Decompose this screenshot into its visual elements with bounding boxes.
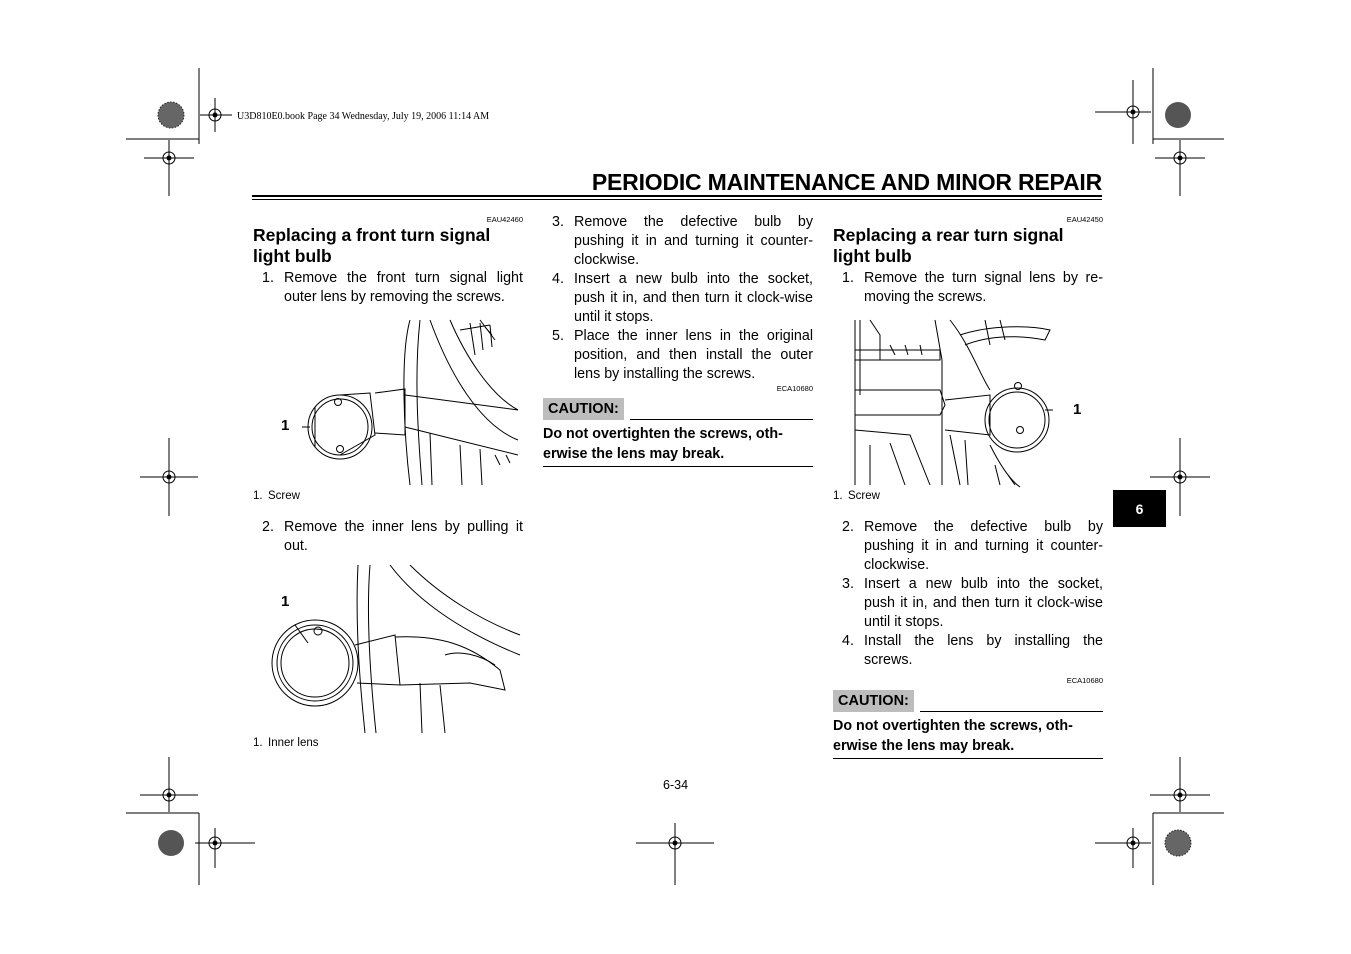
title-rule: [252, 195, 1102, 197]
figure-caption: [253, 736, 319, 750]
caution-text: Do not overtighten the screws, oth-erwise the lens may break.: [833, 712, 1103, 759]
file-info: U3D810E0.book Page 34 Wednesday, July 19, 2006 11:14 AM: [237, 111, 490, 122]
step-list: [833, 269, 1103, 307]
step-number: 3.: [552, 214, 564, 230]
caption-text: Screw: [848, 490, 880, 502]
caution-code: ECA10680: [776, 384, 813, 393]
step-list: [253, 518, 523, 556]
page-title: PERIODIC MAINTENANCE AND MINOR REPAIR: [591, 169, 1102, 195]
rear-steps-cont: [833, 516, 1103, 759]
figure-callout: 1: [281, 417, 290, 434]
step-text: Insert a new bulb into the socket, push it in, and then turn it clock-wise until it stops.: [574, 271, 813, 325]
caution-text: Do not overtighten the screws, oth-erwise the lens may break.: [543, 420, 813, 467]
caption-number: 1.: [253, 490, 263, 502]
front-section-cont: [543, 213, 813, 467]
step-list: [833, 518, 1103, 670]
step-text: Remove the defective bulb by pushing it in and turning it counter-clockwise.: [864, 519, 1103, 573]
caption-number: 1.: [253, 737, 263, 749]
rear-section: [833, 215, 1103, 307]
figure-callout: 1: [281, 593, 290, 610]
step-number: 4.: [842, 633, 854, 649]
section-heading: Replacing a rear turn signal light bulb: [833, 225, 1064, 266]
step-text: Remove the defective bulb by pushing it in and turning it counter-clockwise.: [574, 214, 813, 268]
figure-caption: [833, 489, 880, 503]
caption-number: 1.: [833, 490, 843, 502]
figure-caption: [253, 489, 300, 503]
section-heading: Replacing a front turn signal light bulb: [253, 225, 491, 266]
list-item: [253, 269, 523, 307]
list-item: [253, 518, 523, 556]
step-number: 2.: [262, 519, 274, 535]
list-item: [543, 213, 813, 270]
caution-label: CAUTION:: [833, 690, 914, 712]
section-code: EAU42450: [1066, 215, 1103, 224]
step-text: Install the lens by installing the screws.: [864, 633, 1103, 668]
section-code: EAU42460: [486, 215, 523, 224]
step-text: Remove the turn signal lens by re-moving the screws.: [864, 270, 1103, 305]
front-lens-illustration: [280, 315, 525, 490]
front-section: [253, 215, 523, 307]
figure-callout: 1: [1073, 401, 1082, 418]
caution-code: ECA10680: [1066, 676, 1103, 685]
step-number: 5.: [552, 328, 564, 344]
caption-text: Inner lens: [268, 737, 319, 749]
step-text: Remove the inner lens by pulling it out.: [284, 519, 523, 554]
caution-label: CAUTION:: [543, 398, 624, 420]
list-item: [833, 269, 1103, 307]
inner-lens-illustration: [270, 565, 522, 735]
step-text: Insert a new bulb into the socket, push it in, and then turn it clock-wise until it stops.: [864, 576, 1103, 630]
step-number: 1.: [842, 270, 854, 286]
list-item: [543, 327, 813, 384]
caution-rule: [630, 418, 813, 420]
title-rule-thin: [252, 199, 1102, 200]
step-number: 4.: [552, 271, 564, 287]
caution-header: [543, 398, 813, 420]
chapter-tab: 6: [1113, 490, 1166, 527]
front-steps-cont: [253, 516, 523, 556]
list-item: [543, 270, 813, 327]
step-number: 1.: [262, 270, 274, 286]
list-item: [833, 575, 1103, 632]
list-item: [833, 632, 1103, 670]
caption-text: Screw: [268, 490, 300, 502]
step-text: Remove the front turn signal light outer lens by removing the screws.: [284, 270, 523, 305]
step-text: Place the inner lens in the original position, and then install the outer lens by installing the screws.: [574, 328, 813, 382]
caution-header: [833, 690, 1103, 712]
step-number: 3.: [842, 576, 854, 592]
step-number: 2.: [842, 519, 854, 535]
caution-rule: [920, 710, 1103, 712]
list-item: [833, 518, 1103, 575]
step-list: [253, 269, 523, 307]
rear-lens-illustration: [850, 315, 1065, 490]
page-number: 6-34: [663, 778, 689, 792]
step-list: [543, 213, 813, 384]
